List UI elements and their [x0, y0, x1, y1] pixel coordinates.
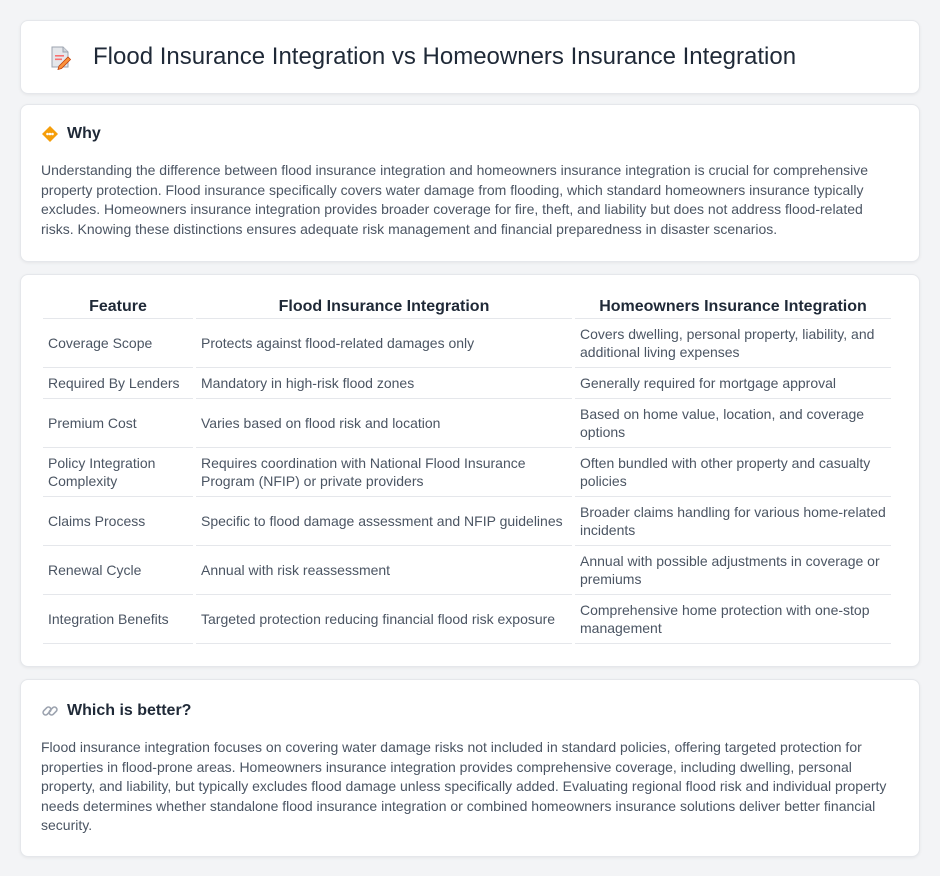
why-heading: Why: [67, 125, 101, 142]
table-row: [43, 546, 891, 595]
page-title: Flood Insurance Integration vs Homeowners Insurance Integration: [93, 43, 797, 70]
table-row: [43, 368, 891, 399]
table-row: [43, 399, 891, 448]
table-header-row: [43, 295, 891, 319]
header-feature: Feature: [43, 295, 193, 319]
why-text: Understanding the difference between flood insurance integration and homeowners insurance integration is crucial for comprehensive property protection. Flood insurance specifically covers water damage from flooding, which standard homeowners insurance typically excludes. Homeowners insurance integration provides broader coverage for fire, theft, and liability but does not address flood-related risks. Knowing these distinctions ensures adequate risk management and financial preparedness in disaster scenarios.: [41, 162, 869, 237]
flood-cell: Specific to flood damage assessment and NFIP guidelines: [196, 497, 572, 546]
homeowners-cell: Broader claims handling for various home-related incidents: [575, 497, 891, 546]
header-flood: Flood Insurance Integration: [196, 295, 572, 319]
flood-cell: Targeted protection reducing financial flood risk exposure: [196, 595, 572, 644]
homeowners-cell: Generally required for mortgage approval: [575, 368, 891, 399]
flood-cell: Varies based on flood risk and location: [196, 399, 572, 448]
homeowners-cell: Comprehensive home protection with one-stop management: [575, 595, 891, 644]
sparkle-diamond-icon: [41, 125, 59, 143]
table-row: [43, 448, 891, 497]
feature-cell: Policy Integration Complexity: [43, 448, 193, 497]
document-edit-icon: [47, 44, 73, 70]
table-row: [43, 497, 891, 546]
homeowners-cell: Annual with possible adjustments in coverage or premiums: [575, 546, 891, 595]
flood-cell: Mandatory in high-risk flood zones: [196, 368, 572, 399]
header-homeowners: Homeowners Insurance Integration: [575, 295, 891, 319]
title-card: [20, 20, 920, 94]
feature-cell: Required By Lenders: [43, 368, 193, 399]
flood-cell: Annual with risk reassessment: [196, 546, 572, 595]
feature-cell: Integration Benefits: [43, 595, 193, 644]
feature-cell: Renewal Cycle: [43, 546, 193, 595]
flood-cell: Protects against flood-related damages only: [196, 319, 572, 368]
why-section: [20, 104, 920, 262]
flood-cell: Requires coordination with National Flood Insurance Program (NFIP) or private providers: [196, 448, 572, 497]
table-row: [43, 595, 891, 644]
which-better-section: [20, 679, 920, 857]
homeowners-cell: Often bundled with other property and casualty policies: [575, 448, 891, 497]
feature-cell: Claims Process: [43, 497, 193, 546]
link-icon: [41, 702, 59, 720]
comparison-table: [40, 295, 894, 644]
homeowners-cell: Covers dwelling, personal property, liability, and additional living expenses: [575, 319, 891, 368]
table-row: [43, 319, 891, 368]
feature-cell: Coverage Scope: [43, 319, 193, 368]
homeowners-cell: Based on home value, location, and coverage options: [575, 399, 891, 448]
which-better-heading: Which is better?: [67, 702, 192, 719]
comparison-table-card: [20, 274, 920, 667]
feature-cell: Premium Cost: [43, 399, 193, 448]
which-better-text: Flood insurance integration focuses on covering water damage risks not included in standard policies, offering targeted protection for properties in flood-prone areas. Homeowners insurance integration provides comprehensive coverage, including dwelling, personal property, and liability, but typically excludes flood damage unless specifically added. Evaluating regional flood risk and individual property needs determines whether standalone flood insurance integration or combined homeowners insurance solutions deliver better financial security.: [41, 739, 887, 833]
